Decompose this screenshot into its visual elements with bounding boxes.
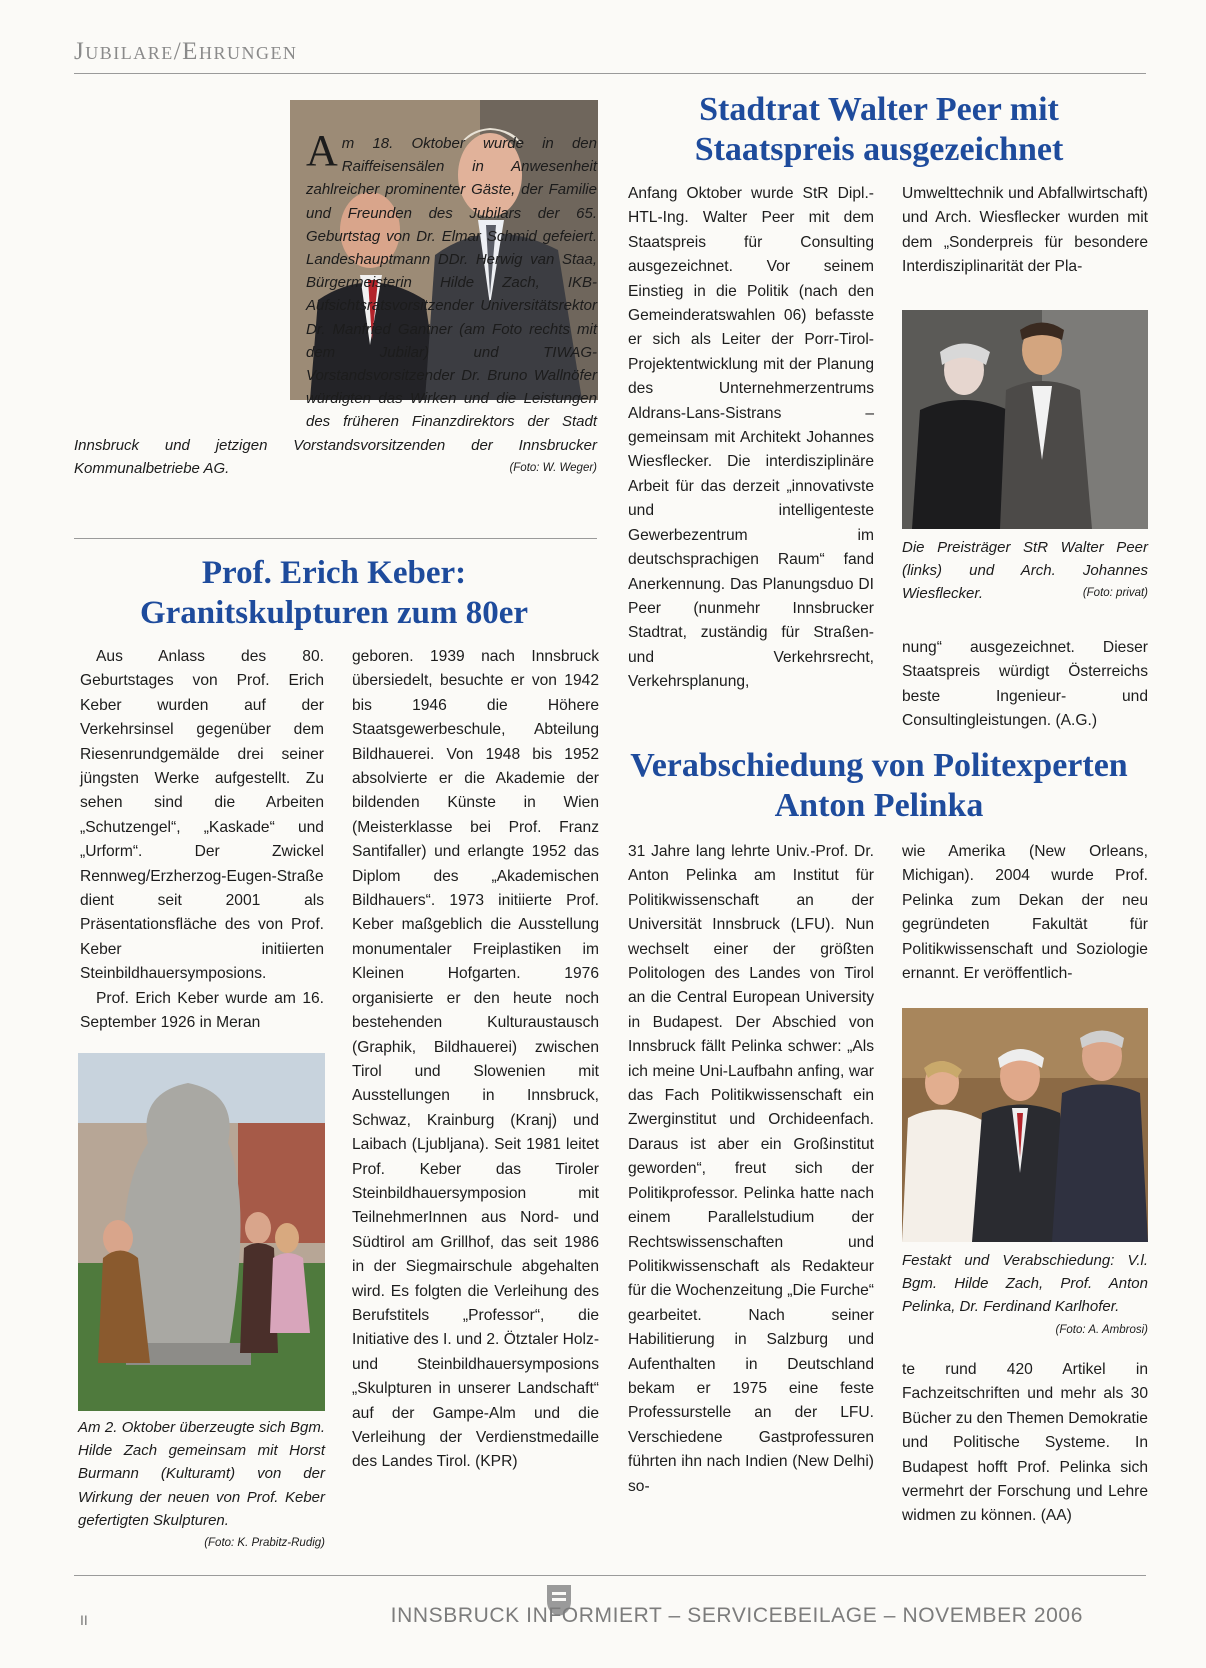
pelinka-col2-top: wie Amerika (New Orleans, Michigan). 2004 wurde Prof. Pelinka zum Dekan der neu gegründeten Fakultät für Politikwissenschaft und Soziologie ernannt. Er veröffentlich-	[902, 843, 1148, 983]
photo-pelinka	[902, 1008, 1148, 1242]
section-title: Jubilare/Ehrungen	[74, 38, 298, 65]
footer-rule	[74, 1575, 1146, 1576]
keber-col1	[80, 645, 324, 1036]
photo-credit: (Foto: W. Weger)	[509, 461, 597, 474]
dropcap: A	[306, 126, 338, 175]
keber-col1-p2: Prof. Erich Keber wurde am 16. September 1926 in Meran	[80, 989, 324, 1032]
peer-col2-top: Umwelttechnik und Abfallwirtschaft) und Arch. Wiesflecker wurden mit dem „Sonderpreis für besondere Interdisziplinarität der Pla-	[902, 185, 1148, 276]
peer-col2-bottom: nung“ ausgezeichnet. Dieser Staatspreis würdigt Österreichs beste Ingenieur- und Consultingleistungen. (A.G.)	[902, 639, 1148, 730]
keber-headline: Prof. Erich Keber: Granitskulpturen zum 80er	[139, 555, 529, 631]
header-rule	[74, 73, 1146, 74]
keber-caption-text: Am 2. Oktober überzeugte sich Bgm. Hilde Zach gemeinsam mit Horst Burmann (Kulturamt) von der Wirkung der neuen von Prof. Keber gefertigten Skulpturen.	[78, 1419, 325, 1529]
pelinka-caption-credit: (Foto: A. Ambrosi)	[1055, 1323, 1148, 1336]
pelinka-col2-bottom: te rund 420 Artikel in Fachzeitschriften und mehr als 30 Bücher zu den Themen Demokratie und Politische Systeme. In Budapest hofft Prof. Pelinka sich vermehrt der Forschung und Lehre widmen zu können. (AA)	[902, 1361, 1148, 1525]
peer-caption-text: Die Preisträger StR Walter Peer (links) und Arch. Johannes Wiesflecker.	[902, 539, 1148, 603]
peer-caption-credit: (Foto: privat)	[1082, 587, 1148, 600]
keber-caption	[78, 1416, 325, 1555]
pelinka-caption-text: Festakt und Verabschiedung: V.l. Bgm. Hilde Zach, Prof. Anton Pelinka, Dr. Ferdinand Karlhofer.	[902, 1252, 1148, 1316]
pelinka-caption	[902, 1249, 1148, 1342]
photo-sculpture	[78, 1053, 325, 1411]
schmid-article-text	[74, 126, 597, 480]
page-number: II	[80, 1612, 88, 1628]
schmid-text: m 18. Oktober wurde in den Raiffeisensälen in Anwesenheit zahlreicher prominenter Gäste, der Familie und Freunden des Jubilars der 65. Geburtstag von Dr. Elmar Schmid gefeiert. Landeshauptmann DDr. Herwig van Staa, Bürgermeisterin Hilde Zach, IKB-Aufsichtsratsvorsitzender Universitätsrektor Dr. Manfried Gantner (am Foto rechts mit dem Jubilar) und TIWAG-Vorstandsvorsitzender Dr. Bruno Wallnöfer würdigten das Wirken und die Leistungen des früheren Finanzdirektors der Stadt Innsbruck und jetzigen Vorstandsvorsitzenden der Innsbrucker Kommunalbetriebe AG.	[74, 135, 597, 477]
pelinka-col1: 31 Jahre lang lehrte Univ.-Prof. Dr. Anton Pelinka am Institut für Politikwissenschaft an der Universität Innsbruck (LFU). Nun wechselt einer der größten Politologen des Landes von Tirol an die Central European University in Budapest. Der Abschied von Innsbruck fällt Pelinka schwer: „Als ich meine Uni-Laufbahn anfing, war das Fach Politikwissenschaft ein Zwerginstitut und Orchideenfach. Daraus ist aber ein Großinstitut geworden“, freut sich der Politikprofessor. Pelinka hatte nach einem Parallelstudium der Rechtswissenschaften und Politikwissenschaft als Redakteur für die Wochenzeitung „Die Furche“ gearbeitet. Nach seiner Habilitierung in Salzburg und Aufenthalten in Deutschland bekam er 1975 eine feste Professurstelle an der LFU. Verschiedene Gastprofessuren führten ihn nach Indien (New Delhi) so-	[628, 843, 874, 1495]
keber-col2: geboren. 1939 nach Innsbruck übersiedelt, besuchte er von 1942 bis 1946 die Höhere Staatsgewerbeschule, Abteilung Bildhauerei. Von 1948 bis 1952 absolvierte er die Akademie der bildenden Künste in Wien (Meisterklasse bei Prof. Franz Santifaller) und erlangte 1952 das Diplom des „Akademischen Bildhauers“. 1973 initiierte Prof. Keber maßgeblich die Ausstellung monumentaler Freiplastiken im Kleinen Hofgarten. 1976 organisierte er den heute noch bestehenden Kulturaustausch (Graphik, Bildhauerei) zwischen Tirol und Slowenien mit Ausstellungen in Innsbruck, Schwaz, Krainburg (Kranj) und Laibach (Ljubljana). Seit 1981 leitet Prof. Keber das Tiroler Steinbildhauersymposion mit TeilnehmerInnen aus Nord- und Südtirol am Grillhof, das seit 1986 in der Siegmairschule abgehalten wird. Es folgten die Verleihung des Berufstitels „Professor“, die Initiative des I. und 2. Ötztaler Holz- und Steinbildhauersymposions „Skulpturen in unserer Landschaft“ auf der Gampe-Alm und die Verleihung der Verdienstmedaille des Landes Tirol. (KPR)	[352, 648, 600, 1471]
text-wrap-spacer	[74, 132, 306, 416]
keber-col1-p1: Aus Anlass des 80. Geburtstages von Prof. Erich Keber wurden auf der Verkehrsinsel gegenüber dem Riesenrundgemälde drei seiner jüngsten Werke aufgestellt. Zu sehen sind die Arbeiten „Schutzengel“, „Kaskade“ und „Urform“. Der Zwickel Rennweg/Erzherzog-Eugen-Straße dient seit 2001 als Präsentationsfläche des von Prof. Keber initiierten Steinbildhauersymposions.	[80, 648, 324, 983]
photo-peer-wiesflecker	[902, 310, 1148, 529]
keber-caption-credit: (Foto: K. Prabitz-Rudig)	[204, 1537, 325, 1550]
peer-col1: Anfang Oktober wurde StR Dipl.-HTL-Ing. Walter Peer mit dem Staatspreis für Consulting ausgezeichnet. Vor seinem Einstieg in die Politik (nach den Gemeinderatswahlen 06) befasste er sich als Leiter der Porr-Tirol-Projektentwicklung mit der Planung des Unternehmerzentrums Aldrans-Lans-Sistrans – gemeinsam mit Architekt Johannes Wiesflecker. Die interdisziplinäre Arbeit für das derzeit „innovativste und intelligenteste Gewerbezentrum im deutschsprachigen Raum“ fand Anerkennung. Das Planungsduo DI Peer (nunmehr Innsbrucker Stadtrat, zuständig für Straßen- und Verkehrsrecht, Verkehrsplanung,	[628, 185, 874, 691]
peer-headline: Stadtrat Walter Peer mit Staatspreis ausgezeichnet	[694, 91, 1064, 168]
pelinka-headline: Verabschiedung von Politexperten Anton Pelinka	[630, 747, 1128, 824]
divider-schmid-keber	[74, 538, 597, 539]
peer-caption	[902, 536, 1148, 606]
publication-footer: INNSBRUCK INFORMIERT – SERVICEBEILAGE – NOVEMBER 2006	[390, 1604, 1083, 1627]
